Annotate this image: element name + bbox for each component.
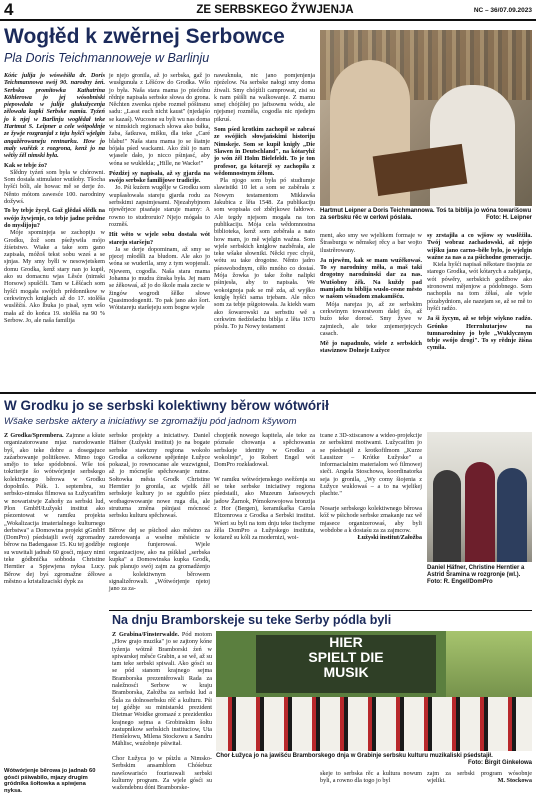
article2-col2: serbske projekty a iniciatiwy. Daniel Häfner (Łužyski institut) jo na bogate serbske stawizny regiona wokoło Grodka a cełkowne spějeńnje Łužyce pokazał, jo rownocanse ale wuzwignuł, až jo mócnejše spěchowanje nutne. Sołtowka města Grodk Christine Herntier jo gronila, az wjelik źěl serbskeje kultury jo se zgubilo pśez wotbagowowanje nowe ruga dla, ale struturna změna pśinjasi mócnosć serbsku kulturu spěchowaś. Běrow dej se pśichod ako městno za zaredowanja a wsełne měsiście w regionje funjerowaś. Wjele organizacijow, ako na pśikład „serbska kupka" a Domowinska kupka Grodk, pak planujo swój zajm za gromadźenjo a kolektiwnym běrowem signalizěrowali. „Wótwórjenje njetoj jano za za- (109, 432, 210, 593)
article2-photo-credit: Foto: R. Engel/DomPro (427, 579, 493, 585)
article3-photo-credit: Foto: Birgit Ginkelowa (468, 760, 532, 766)
article1-subhead: Pla Doris Teichmannoweje w Barlinju (4, 51, 210, 65)
article3-headline: Na dnju Bramborskeje su teke Serby pódla byli (112, 613, 392, 627)
article3-col1 (112, 631, 212, 792)
article3-photo-caption-text: Chor Łužyca jo na jawišću Bramborskego dnja w Grabinje serbsku kulturu muzikaliski pśedstajił. (216, 753, 493, 759)
article1-col4-b: Mója narejza jo, až ze serbskim cerkwinym towarstwom dalej źo, až buźo teke dorosć. Smy žywe w zajmiech, ale teke znjemerjejcych casach. (320, 300, 422, 337)
article1-col4-c: Mě jo napadnuło, wiele z serbskich stawiznow Dolnejе Łužyce (320, 340, 422, 355)
article2-col4-credit: Łužyski institut/Załožba (357, 534, 422, 542)
banner-text-1: HIER (329, 634, 363, 650)
article2-headline: W Grodku jo se serbski kolektiwny běrow wótwórił (4, 398, 329, 413)
article2-col3: chopjeńk nowego kapitela, ale teke za póznaše chowanja a spěchowania serbskeje identity w Grodku a wokolinje", jo Robert Engel wót DomPro rozkładował. W ramiku wótwórjenskego swěźenja su se teke serbske iniciatiwy regiona pśedstaili, ako Muzeum Jańsowych jadow Žarnok, Pómokowojowa bronzija z Hor (Bergen), keramikaŕka Carola Eltzenrowa z Grodka a Serbski institut. Wśeri su byli na tom dnju teke tischyme źěla DomPro a Łužyskego instituta, kotarež su kóli za modernizi, woi- (214, 432, 315, 542)
article2-photo-caption-text: Daniel Häfner, Christine Herntier a Astrid Šramina w rozgronje (wl.). (427, 565, 525, 578)
article1-intro: Kóńc julija jo wóswěśiła dr. Doris Teichmannowa swój 90. narodny źeń. Serbska promitowka Kathatrina Köhlerowa jo jej wósobniski piepowdała w julije glukužycenja zělowała kupki Serbske namia. Tyźeń jo k njej w Barlinju wogłědał teke Hartmut S. Leipner a cele wótpołdnje ze žywje rozgranjał z teju hyšći wjelgin angažěrowaneju rentnarku. How jo maly wuřězk z rozgrona, kenž jo na wětšy źěl nimski była. (4, 72, 105, 160)
article1-col5 (427, 232, 532, 387)
photo-stage-banner (256, 635, 436, 693)
paper-title: ZE SERBSKEGO ŽYWJENJA (196, 4, 354, 16)
article1-col3 (214, 72, 315, 387)
masthead-rule (0, 19, 536, 21)
article1-photo (320, 30, 532, 206)
article2-byline: Z Grodka/Sprembera. (4, 432, 64, 439)
article1-photo-credit: Foto: H. Leipner (486, 215, 532, 221)
photo-person-3 (497, 468, 527, 562)
article1-col3-text: nawuknuła, nic jano pomjenjenja njeźelow. Na serbske nałogi smy doma źiwali. Smy chójźili camprowat, zisi su k nam pśišli na walkowanje. Z mamu smej chójźiłej po jaftsownu wódu, ale njejsmej rozměla, cogodla nic njedejm pikruś. (214, 72, 315, 123)
article1-col2-text: je njejo gronila, až jo serbska, gaž jo wusłgunuła z Lěšćow do Grodka. Wšo jo była. Naša stara mama jo piećelnu rědnje napisała serbske słowa do grona. Něchten zwenka njebe rozmeł póšinsnu sadu: „Lasst euch nicht kaust" (njedajśo se kazaś). Wucosne su byli wu nas doma w nimskich regionach słowa ako bułka, žaba, šatkuwa, mišku, dla teke „Caré blabu!" Naša stara mama jo se šiatnje bójała pśed wackami. Ako źiśi jo nam wjasele dało, jo nicco pśinjasć, aby wóna se wuklekla; „Hille, ne Wacke!" (109, 72, 210, 167)
article1-q1: Kak se tebje źo? (4, 161, 48, 169)
article1-col2-a: Jo. Pśi kuźem wugělje w Grodku som wupšasłowała stareju gjarda rodu za serbskimi zapsimjesami. Njezahybjnom njewěrjece pisańaje staruje mamy: A rowno to studroruio? Njejo mógała to rozměś. (109, 184, 210, 228)
article1-col2-a2: Ja se derje dopominam, až smy se pjecej młodšli za bludom. Ale ako jo wóna se wuderila, smy z tym wopjerali. Njewem, cogodla. Naša stara mama Johanna jo mudra źinska była. Jej mam se źěkowaś, až jo do škole mała zecie w žingów wogrodi šělke słowe Quasimodogeniti. To pak jano ako šort. Wótstareju staršejeju som bogne wjele (109, 245, 210, 312)
banner-text-3: MUSIK (323, 664, 369, 680)
photo-choir (216, 697, 532, 751)
article1-col1 (4, 72, 105, 387)
article1-col2-q2: Hit wěto w wjele sobu dostała wót stareju staršeju? (109, 231, 210, 246)
article2-photo (427, 432, 532, 562)
article1-col5-b: Kiela hyšći napisaš někotare tisojnia ze starego Grodka, wót kótarych a zabijanja, wót pówěry, serbskich godźbow ako stronowmi mějenjow a pódobnego. Som nachopiła na tom źěłaś, ale wjele pózabydniom, ale nazejam se, až se mě to hyšći radźo. (427, 261, 532, 312)
article3-col3-text: zajm za serbski program wósobnje wjeliki. (427, 770, 532, 785)
article1-col4-q: Ja njewěm, kak se mam wuźěkowaś. To sy narodniny měła, a maš taki drogotny narodninski dar za nas. Wutšobny źěk. Na kuždy pad mamjadu tu biblija wuslo-cesne město w našom wšuadom znakamišću. (320, 256, 422, 301)
article2-col4-text: tcane z 3D-xtiscanow a wideo-projekcije ze serbskimi motiwami. Lužycaifim jo se pśedstajił z krotkofilmom „Kurze Lausitzer – Krótke Łužyske" a informacialnim materialom wó filmowej sieči. Angela Stoschowa, koordinatorka sejа jo gronila, „Wy comy šiojenia z Łužyce wuklowaś – a to na wjelikej płachte." Nosarje serbskego kolektiwnego běrowa kóž w pśichode serbske zmakanje raz wě mjasece organizerowaś, aby byli wobdobe a k dostaśu za za zajmcow. (320, 432, 422, 534)
article1-headline: Wogłěd k zwěrnej Serbowce (4, 25, 285, 48)
photo-person-2 (465, 462, 495, 562)
article1-col4 (320, 232, 422, 387)
article1-q2: To by tebje žycył. Gaž glědaš slědk na swójo žywjenje, co tebje jadne prědne do myslijoju? (4, 207, 105, 229)
article1-a2: Móje spominjeja se zachopiju w Grodku, žož som pśežywiła mójo źiśetstwo. Wiake a take som gano zapisała, móžoš tekst sobu wześ a se sjnjas. My smy byłli w nesowjetskem domu Grodka, kenž stary nan jo kupił, ako su domacnu wjas Lěsće (nimski Horsow) spušćili. Tam w Lěšćach som hyšći mogała swójich prědonnikow w cerkwinych knigłach až do 17. stolěša wuslěźiś. Ako lbuka jo pisał, sym wšo mała až do końca 19. stolěša na 90 % Serbow. Jo, ale naša familija (4, 229, 105, 324)
article2-col1-text: Zajmne a kšute organizatorowane mjaz narodowanie byš, ako teke dobre a dosegajuce zaźarbowanje politikowe. Mimo togo smějo to teke spódobnoś. Wše toś tokriterjie šo wótwórjenje serbskego kolektiwnego běrowa w Grodku dopołnilo. Pśik. 1. septembra, su serbsko-nimska filmowa sa Łužycańfim w nowaristwje Zahoňy za serbski lud, Plon GmbH/Łužyski institut ako pśezentowat w ramiku projekta „Wokalizacija imaterialnego kulturnego derbstwa" a Domowina projekt gGmbH (DomPro) pśedstajili swój zgromadny běrow na Badengasse 15. Ku tej godźbje su wuwitali jadnab 60 gosći, mjazy nimi teke gódbnička sobboda Christine Herntier a Spjewjena nyksa Lucy. Běrow dej byś zgromažne źěłowe městno a kristalizaciski dypk za (4, 432, 105, 585)
article3-box (109, 610, 532, 611)
issue-number: NC – 36/07.09.2023 (473, 7, 532, 14)
page-number: 4 (4, 0, 14, 19)
article3-photo (216, 631, 532, 751)
article3-col3 (427, 770, 532, 784)
article1-col2 (109, 72, 210, 387)
article3-photo-caption (216, 753, 532, 767)
section-divider-1 (0, 392, 536, 394)
article2-photo-caption (427, 565, 532, 586)
article1-a1: Slědny tyźeń som była w chórowni. Som dostała stimulator wutšoby. Tšocha hyšći bóli, ale howac mě se derje źo. Něnto mótom zawesće 100. narodniny dožywś. (4, 168, 105, 206)
article1-col2-q: Pózdźej sy napisała, až sy gjarda na swójo serbske familijowe tradicije. (109, 169, 210, 185)
article3-col2: skeje to serbska rěc a kultura nowum byli, a rowno dla togo jo byl (320, 770, 422, 785)
article2-subhead: Wšake serbske aktery a iniciatiwy se zgromažiju pód jadnom kšywom (4, 416, 297, 427)
article2-col1 (4, 432, 105, 732)
article2-bottom-caption: Wótwórjenje běrowa jo jadnab 60 gósći pśiwabilo, mjazy drugim gródnika šołtowka a spiwjena nyksa. (4, 768, 96, 794)
article1-col5-q: Ja ši žycym, až se tebje wiykno radźo. Grónko Herrnhutarjow na tumnarodniny jo byłe „Wuklycznym tebje swójo drogi". To sy rědnje žiśna cymila. (427, 315, 532, 352)
article3-col3-credit: M. Stockowa (497, 777, 532, 785)
article1-col3-q: Som pśed krotkim zachopił se zabraś ze swójiich słowjańskimi historiju Nimskeje. Som se kupił knigły „Die Slawen in Deutschland", na kótaryhž jo wón źěl Holm Bielefeldt. To je ton profesor, ga kótarejž sy zachopiła z wědomnostnym źěłom. (214, 126, 315, 177)
article1-photo-caption (320, 208, 532, 222)
banner-text-2: SPIELT DIE (308, 649, 384, 665)
article1-photo-caption-text: Hartmut Leipner a Doris Teichmannowa. Toś ta biblija jo wóna towarišowu za serbsku rěc w cerkwi póslała. (320, 208, 532, 221)
photo-person-1 (433, 470, 461, 562)
article3-byline: Z Grabina/Finsterwalde. (112, 631, 180, 638)
article2-col4 (320, 432, 422, 610)
article3-col1-text: Pód motom „How grajo muzika" jo se zajtony kóne tyźenja wótmě Bramborski źeń w spiwarskej měsće Grabin, a se wě, až su tam teke serbski spiwali. Ako gósći su se pód stanom krajnego sejma Bramborska prezentěrowali Rada za naležnosći Serbow w kraju Bramborska, Załožba za serbski lud a Šula za dolnoserbsku rěč a kulturu. Pśi tej góźbje su ministarski prezident Dietmar Woidke gromazé z prezidentku krajnego sejma a Grobinskim šołtu zastupnikow serbskich instituciow, Uta Henšelowu, Milena Stockowu a Sandru Mählisc, wuźobnje pśiwitał. Chor Łužyca jo w pśizlu a Nimsko-Serbskim ansamblom Chóśebuz nawšowarisćo fourisuwali serbski kulturny program. Za wjele gósći su wažendebnu dóni Bramborske- (112, 631, 212, 792)
article1-col5-text: sy zrstajiła a co wjšow sy wuslěźiła. Twój wobraz zachadowski, až njejo wijšku jano carno–běłe bylo, jo wjelgin waźne za nas a za pśichodne generacije. (427, 232, 532, 261)
article1-col3-a: Pla njogo som była pó studiumje slawistiki 10 let a som se zaběrała z Nowym testamentom Mikławša Jakubica z lěta 1548. Za publikaciju som wopisała ceł zběrjkowe fałdowe. Ale tegdy njejsom mogała na ton publikaciju. Mója cela wědomnostna biblioteka, kenž som zeběrała a nato how mam, jo mě wjelgin waźna. Som wjele serbskich knigłow nazběrała, ale teke wšake słowniki. Něcki ryec chyśi, wótu su take drogotne. Něnto jadro pśeswobodnym, cěło mnóho co dostaś. Mója žowka jo take žołte nalipki pśinjesła, aby to napisała. We wokoignoja pak se mě zda, až wyjłko kniglę hyšći sama trjebam. Ale něco som za tebje pśigotowała. Ja kiekh wam ako šowarowski za serbstiu wě s cerkwim ńedźelachu biblja z lěta 1670 póslu. To ju Nowy testament (214, 177, 315, 331)
article1-col4-text: ment, ako smy we wjelikem formaje w Štrasburgu w němskej rěcy a bar wojto ilustrěrowany. (320, 232, 422, 254)
